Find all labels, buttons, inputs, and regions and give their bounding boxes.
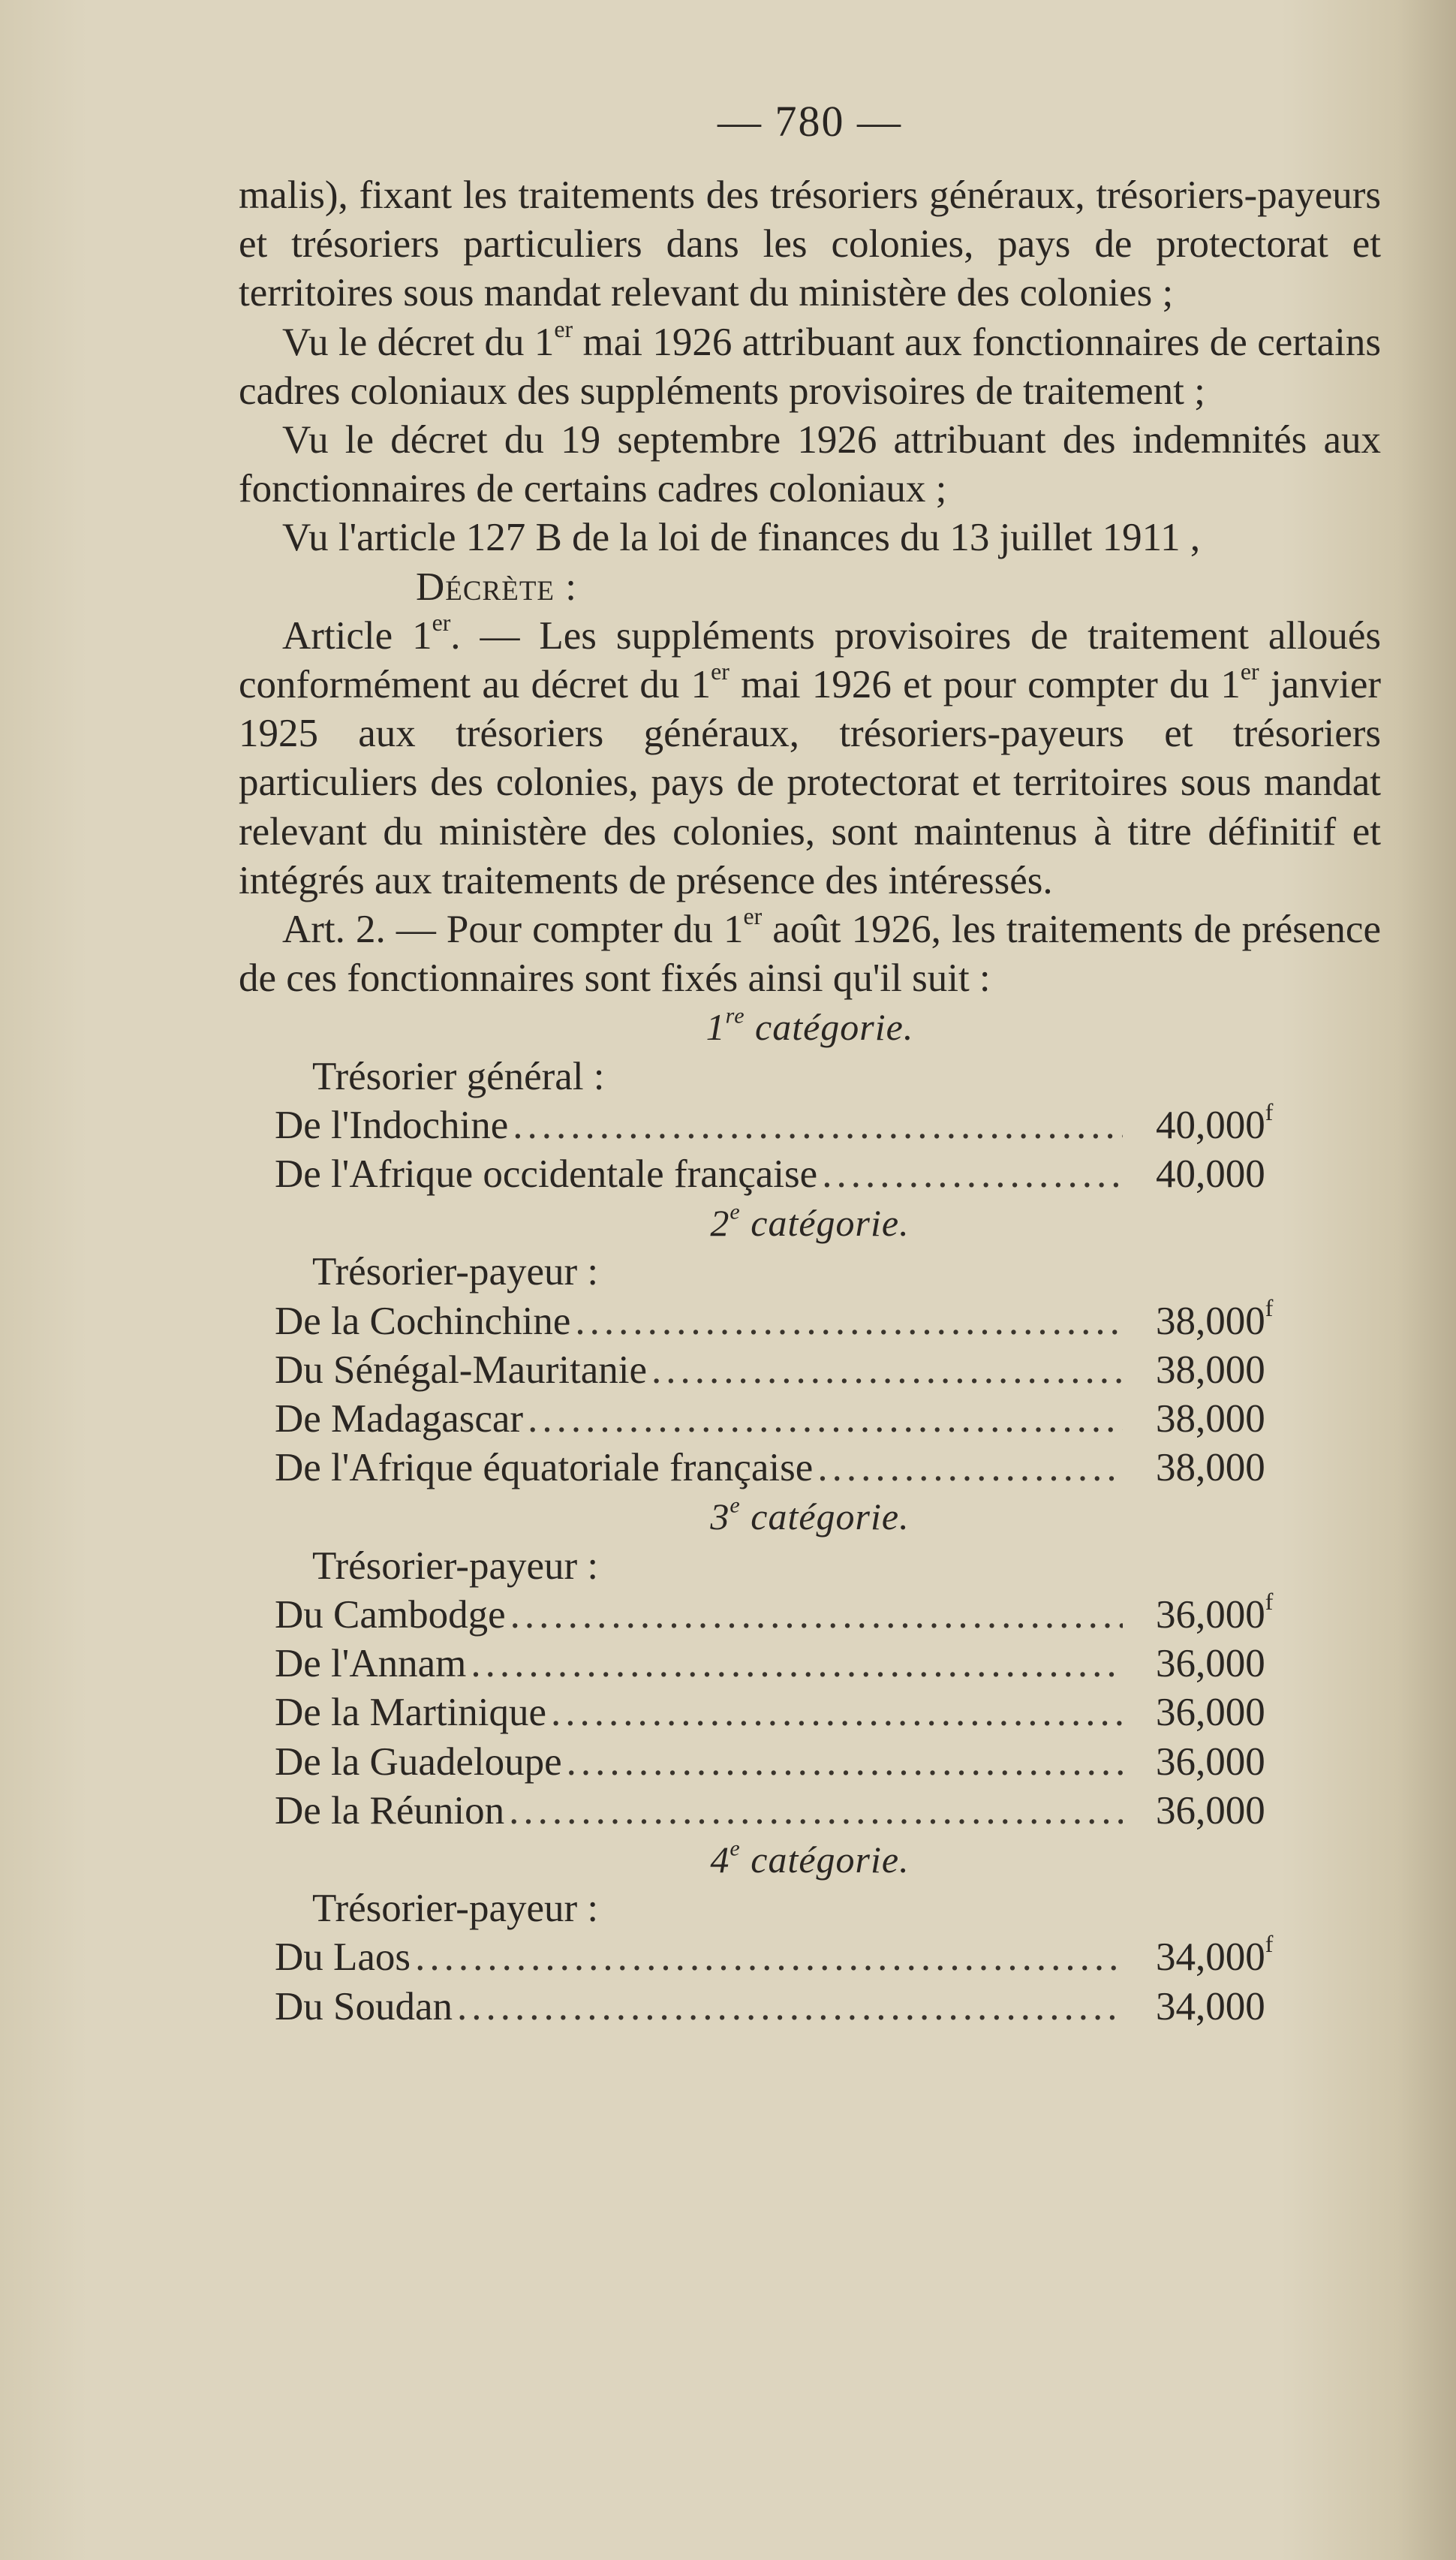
article-2 (239, 905, 1381, 1003)
leader-dots (528, 1395, 1123, 1444)
category-superscript: re (725, 1003, 745, 1029)
category-number: 2 (710, 1202, 730, 1245)
table-row (239, 1688, 1388, 1737)
row-amount: 36,000 (1156, 1788, 1265, 1833)
row-label: De la Guadeloupe (275, 1739, 562, 1784)
leader-dots (822, 1150, 1123, 1199)
row-amount: 34,000 (1156, 1935, 1265, 1980)
row-label: De Madagascar (275, 1397, 524, 1441)
row-amount-cell (1127, 1294, 1388, 1346)
amount-unit: f (1265, 1931, 1274, 1958)
row-amount-cell (1127, 1787, 1388, 1836)
row-label: De la Martinique (275, 1691, 547, 1735)
text-fragment: mai 1926 et pour compter du 1 (729, 663, 1241, 707)
row-label: Du Soudan (275, 1984, 453, 2028)
leader-dots (510, 1591, 1123, 1640)
amount-unit: f (1265, 1099, 1274, 1126)
role-label: Trésorier-payeur : (312, 1887, 599, 1931)
text-fragment: Article 1 (282, 613, 432, 658)
page-number: — 780 — (717, 97, 902, 146)
row-amount-cell (1127, 1395, 1388, 1444)
row-label: Du Cambodge (275, 1592, 506, 1637)
row-amount-cell (1127, 1101, 1388, 1150)
table-row (239, 1294, 1388, 1346)
table-row (239, 1395, 1388, 1444)
row-amount: 38,000 (1156, 1299, 1265, 1343)
row-amount: 36,000 (1156, 1642, 1265, 1686)
row-label: De la Réunion (275, 1788, 505, 1833)
category-superscript: e (730, 1492, 741, 1518)
row-label: De la Cochinchine (275, 1299, 571, 1343)
row-amount-cell (1127, 1738, 1388, 1787)
category-heading (239, 1003, 1381, 1052)
category-number: 1 (705, 1006, 726, 1049)
table-row (239, 1591, 1388, 1640)
text-fragment: août 1926, les traitements de présence de ces fonctionnaires sont fixés ainsi qu'il suit : (239, 908, 1381, 1001)
superscript: er (711, 658, 730, 685)
role-label: Trésorier général : (312, 1054, 605, 1098)
amount-unit: f (1265, 1589, 1274, 1616)
text-fragment: . — Les suppléments provisoires de traitement alloués conformément au décret du 1 (239, 613, 1381, 707)
row-amount: 40,000 (1156, 1152, 1265, 1197)
row-amount: 36,000 (1156, 1592, 1265, 1637)
row-amount: 34,000 (1156, 1984, 1265, 2028)
table-row (239, 1444, 1388, 1492)
row-amount-cell (1127, 1688, 1388, 1737)
category-title: catégorie. (745, 1006, 914, 1049)
amount-unit: f (1265, 1294, 1274, 1321)
category-title: catégorie. (740, 1202, 910, 1245)
text-fragment: mai 1926 attribuant aux fonctionnaires de certains cadres coloniaux des suppléments provisoires de traitement ; (239, 320, 1381, 413)
row-amount: 38,000 (1156, 1397, 1265, 1441)
salary-table (239, 1003, 1381, 2031)
row-amount-cell (1127, 1346, 1388, 1395)
row-amount-cell (1127, 1444, 1388, 1492)
leader-dots (551, 1688, 1123, 1737)
text-fragment: janvier 1925 aux trésoriers généraux, trésoriers-payeurs et trésoriers particuliers des colonies, pays de protectorat et territoires sous mandat relevant du ministère des colonies, sont maintenus à titre définitif et intégrés aux traitements de présence des intéressés. (239, 663, 1381, 902)
text-fragment: Art. 2. — Pour compter du 1 (282, 908, 744, 952)
category-heading (239, 1836, 1381, 1884)
category-number: 3 (710, 1495, 730, 1538)
superscript: er (1240, 658, 1259, 685)
table-row (239, 1150, 1388, 1199)
body-text (239, 171, 1381, 2031)
row-amount-cell (1127, 1983, 1388, 2031)
paragraph-text: Vu l'article 127 B de la loi de finances du 13 juillet 1911 , (282, 516, 1201, 560)
paragraph-vu-decret-septembre (239, 416, 1381, 514)
row-label: Du Sénégal-Mauritanie (275, 1348, 647, 1392)
row-amount-cell (1127, 1591, 1388, 1640)
superscript: er (554, 315, 573, 342)
row-amount-cell (1127, 1933, 1388, 1982)
paragraph-text: malis), fixant les traitements des trésoriers généraux, trésoriers-payeurs et trésoriers particuliers dans les colonies, pays de protectorat et territoires sous mandat relevant du ministère des colonies ; (239, 173, 1381, 315)
row-amount: 40,000 (1156, 1103, 1265, 1147)
row-amount-cell (1127, 1150, 1388, 1199)
leader-dots (817, 1444, 1123, 1492)
row-label: De l'Afrique occidentale française (275, 1152, 818, 1197)
category-title: catégorie. (740, 1838, 910, 1881)
row-amount: 36,000 (1156, 1739, 1265, 1784)
leader-dots (509, 1787, 1123, 1836)
category-superscript: e (730, 1199, 741, 1224)
row-amount-cell (1127, 1640, 1388, 1688)
article-1 (239, 609, 1381, 905)
table-row (239, 1346, 1388, 1395)
category-number: 4 (710, 1838, 730, 1881)
category-heading (239, 1492, 1381, 1541)
text-fragment: Vu le décret du 1 (282, 320, 555, 364)
superscript: er (432, 609, 451, 636)
row-amount: 38,000 (1156, 1446, 1265, 1490)
table-row (239, 1640, 1388, 1688)
category-heading (239, 1199, 1381, 1248)
paragraph-continuation (239, 171, 1381, 318)
paragraph-vu-decret-mai (239, 315, 1381, 416)
leader-dots (575, 1297, 1123, 1346)
table-row (239, 1101, 1388, 1150)
category-title: catégorie. (740, 1495, 910, 1538)
table-row (239, 1787, 1388, 1836)
leader-dots (471, 1640, 1123, 1688)
superscript: er (743, 903, 763, 930)
leader-dots (457, 1983, 1123, 2031)
leader-dots (415, 1933, 1123, 1982)
table-row (239, 1738, 1388, 1787)
row-label: De l'Indochine (275, 1103, 509, 1147)
leader-dots (651, 1346, 1123, 1395)
paragraph-text: Vu le décret du 19 septembre 1926 attribuant des indemnités aux fonctionnaires de certains cadres coloniaux ; (239, 418, 1381, 511)
leader-dots (513, 1101, 1123, 1150)
category-superscript: e (730, 1836, 741, 1861)
table-row (239, 1933, 1388, 1982)
row-label: De l'Afrique équatoriale française (275, 1446, 814, 1490)
table-row (239, 1983, 1388, 2031)
row-amount: 38,000 (1156, 1348, 1265, 1392)
paragraph-vu-article (239, 514, 1381, 562)
row-amount: 36,000 (1156, 1691, 1265, 1735)
leader-dots (567, 1738, 1123, 1787)
row-label: Du Laos (275, 1935, 411, 1980)
role-label: Trésorier-payeur : (312, 1544, 599, 1588)
row-label: De l'Annam (275, 1642, 467, 1686)
decrete-heading: Décrète : (416, 565, 578, 609)
role-label: Trésorier-payeur : (312, 1250, 599, 1294)
